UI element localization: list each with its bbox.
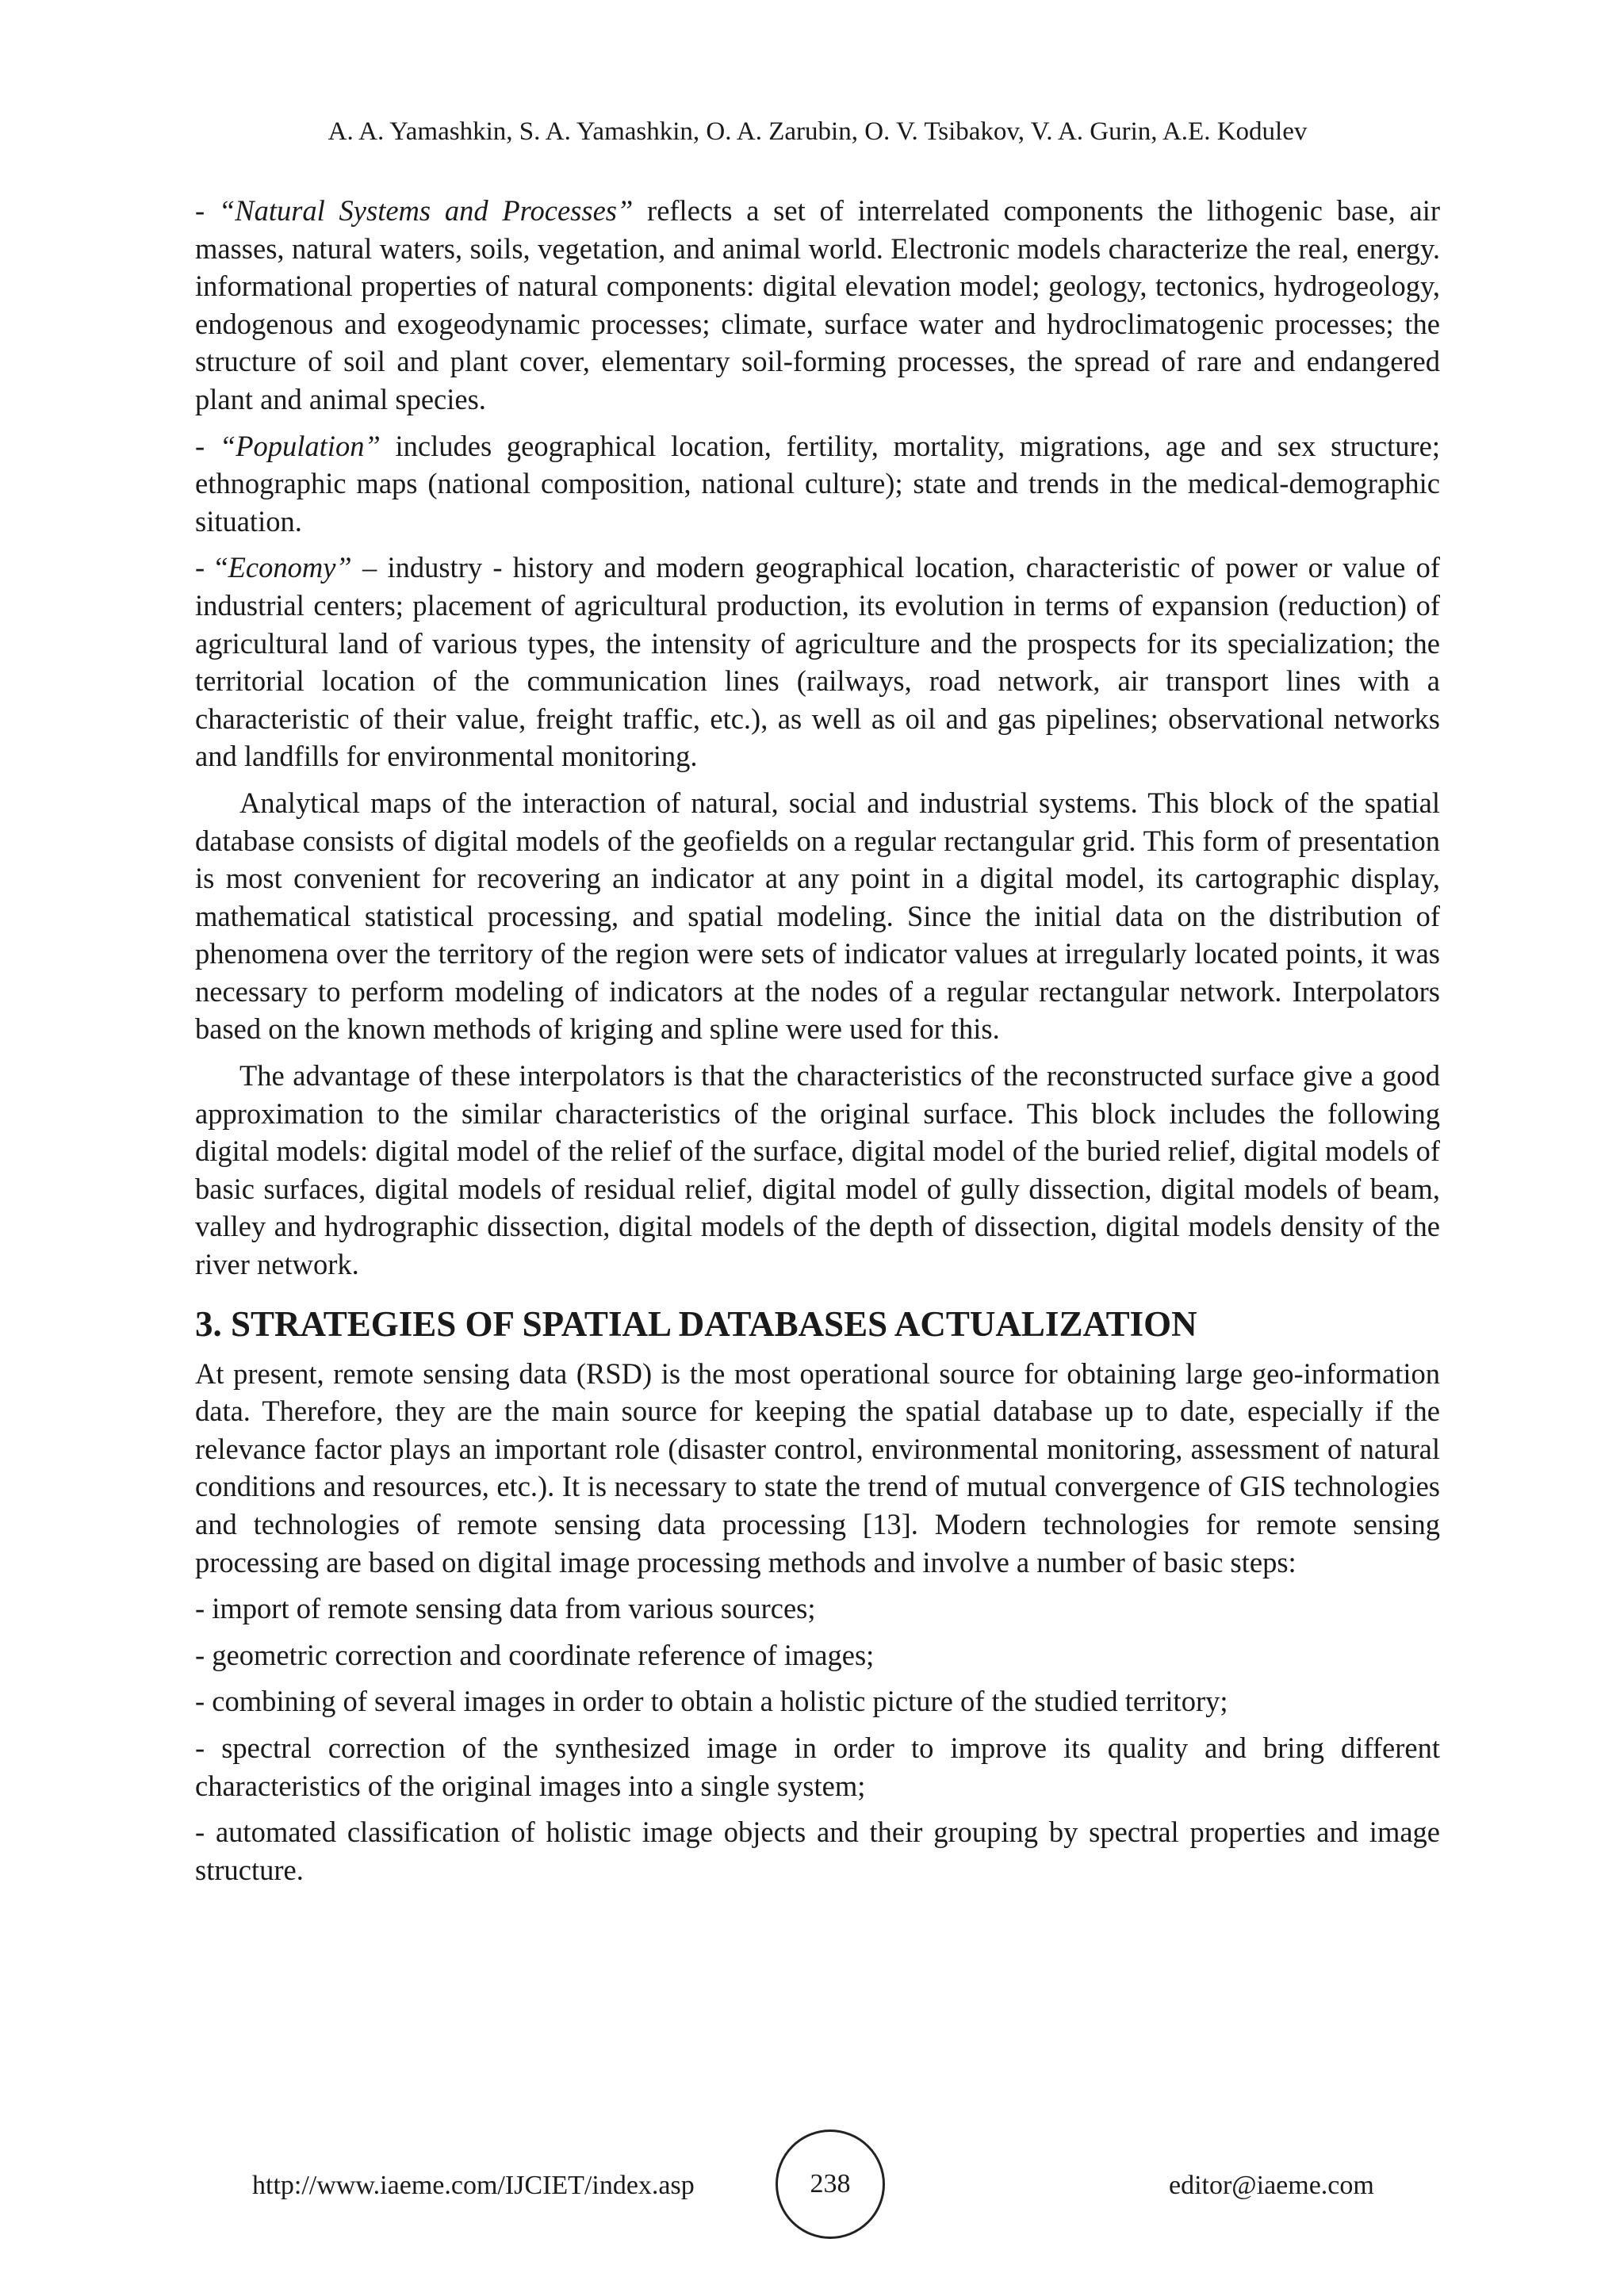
section-heading: 3. STRATEGIES OF SPATIAL DATABASES ACTUALIZATION xyxy=(195,1303,1197,1344)
item-text: reflects a set of interrelated components the lithogenic base, air masses, natural waters, soils, vegetation, and animal world. Electronic models characterize the real, energy. informational properties of natural components: digital elevation model; geology, tectonics, hydrogeology, endogenous and exogeodynamic processes; climate, surface water and hydroclimatogenic processes; the structure of soil and plant cover, elementary soil-forming processes, the spread of rare and endangered plant and animal species. xyxy=(195,194,1440,415)
section-intro: At present, remote sensing data (RSD) is the most operational source for obtaining large geo-information data. Therefore, they are the main source for keeping the spatial database up to date, especially if the relevance factor plays an important role (disaster control, environmental monitoring, assessment of natural conditions and resources, etc.). It is necessary to state the trend of mutual convergence of GIS technologies and technologies of remote sensing data processing [13]. Modern technologies for remote sensing processing are based on digital image processing methods and involve a number of basic steps: xyxy=(195,1357,1440,1578)
item-text: includes geographical location, fertility, mortality, migrations, age and sex structure; ethnographic maps (national composition, national culture); state and trends in the medical-demographic situation. xyxy=(195,429,1441,538)
running-header: A. A. Yamashkin, S. A. Yamashkin, O. A. Zarubin, O. V. Tsibakov, V. A. Gurin, A.E. Kodulev xyxy=(327,117,1308,146)
list-item-population xyxy=(195,427,1440,541)
footer-url-link[interactable]: http://www.iaeme.com/IJCIET/index.asp xyxy=(252,2171,695,2200)
page-number: 238 xyxy=(776,2130,885,2239)
item-title: “Natural Systems and Processes” xyxy=(218,194,634,227)
step-item: - automated classification of holistic image objects and their grouping by spectral properties and image structure. xyxy=(195,1816,1440,1886)
item-title: “Population” xyxy=(219,429,381,462)
step-item: - geometric correction and coordinate reference of images; xyxy=(195,1638,875,1671)
list-item-economy xyxy=(195,549,1440,775)
item-title: Economy” xyxy=(228,551,352,584)
paragraph-analytical-maps: Analytical maps of the interaction of natural, social and industrial systems. This block of the spatial database consists of digital models of the geofields on a regular rectangular grid. This form of presentation is most convenient for recovering an indicator at any point in a digital model, its cartographic display, mathematical statistical processing, and spatial modeling. Since the initial data on the distribution of phenomena over the territory of the region were sets of indicator values at irregularly located points, it was necessary to perform modeling of indicators at the nodes of a regular rectangular network. Interpolators based on the known methods of kriging and spline were used for this. xyxy=(195,786,1440,1046)
footer-email-link[interactable]: editor@iaeme.com xyxy=(1169,2171,1374,2200)
step-item: - import of remote sensing data from various sources; xyxy=(195,1592,816,1625)
item-prefix: - “ xyxy=(195,551,228,584)
body-text xyxy=(195,192,1440,1897)
item-prefix: - xyxy=(195,194,219,227)
paragraph-interpolators: The advantage of these interpolators is that the characteristics of the reconstructed surface give a good approximation to the similar characteristics of the original surface. This block includes the following digital models: digital model of the relief of the surface, digital model of the buried relief, digital models of basic surfaces, digital models of residual relief, digital model of gully dissection, digital models of beam, valley and hydrographic dissection, digital models of the depth of dissection, digital models density of the river network. xyxy=(195,1059,1440,1281)
item-prefix: - xyxy=(195,429,220,462)
step-item: - spectral correction of the synthesized image in order to improve its quality and bring different characteristics of the original images into a single system; xyxy=(195,1731,1440,1802)
item-text: – industry - history and modern geographical location, characteristic of power or value of industrial centers; placement of agricultural production, its evolution in terms of expansion (reduction) of agricultural land of various types, the intensity of agriculture and the prospects for its specialization; the territorial location of the communication lines (railways, road network, air transport lines with a characteristic of their value, freight traffic, etc.), as well as oil and gas pipelines; observational networks and landfills for environmental monitoring. xyxy=(195,551,1440,773)
step-item: - combining of several images in order to obtain a holistic picture of the studied territory; xyxy=(195,1685,1228,1718)
list-item-natural-systems xyxy=(195,192,1440,419)
